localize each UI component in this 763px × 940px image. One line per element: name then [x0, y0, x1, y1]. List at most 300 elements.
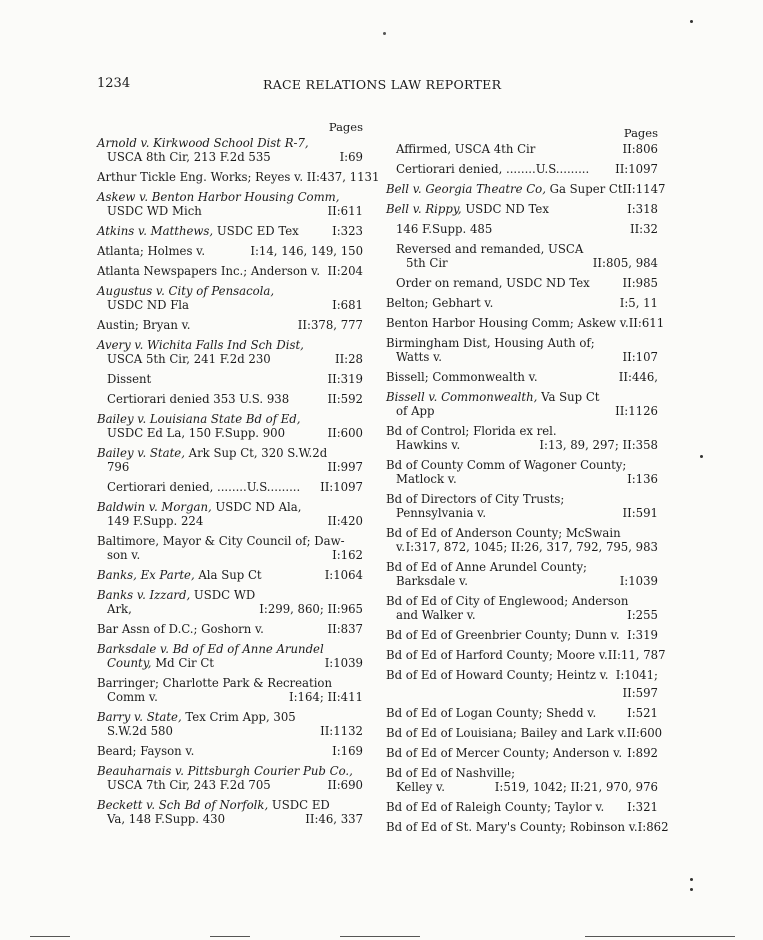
entry-line	[386, 458, 658, 472]
index-entry	[386, 202, 658, 216]
case-name: Beckett v. Sch Bd of Norfolk,	[97, 798, 269, 812]
index-entry	[97, 676, 363, 704]
entry-text: USCA 5th Cir, 241 F.2d 230	[107, 352, 271, 366]
page-ref: I:5, 11	[619, 296, 658, 310]
index-entry	[97, 136, 363, 164]
entry-text: USDC ND Tex	[461, 202, 549, 216]
entry-line	[97, 352, 363, 366]
index-entry	[97, 500, 363, 528]
entry-heading	[386, 390, 600, 404]
page-ref: I:862	[637, 820, 669, 834]
entry-line	[97, 426, 363, 440]
case-name: Atkins v. Matthews,	[97, 224, 214, 238]
index-entry	[386, 706, 658, 720]
page-ref: II:107	[622, 350, 658, 364]
page-ref: II:837	[327, 622, 363, 636]
entry-line	[386, 506, 658, 520]
index-entry	[386, 276, 658, 290]
running-head: RACE RELATIONS LAW REPORTER	[263, 77, 502, 92]
scan-dot	[700, 455, 703, 458]
entry-heading	[396, 276, 590, 290]
entry-line	[386, 706, 658, 720]
scan-dot	[690, 888, 693, 891]
entry-line	[386, 316, 665, 330]
entry-text: 5th Cir	[406, 256, 448, 270]
case-name: Banks v. Izzard,	[97, 588, 191, 602]
entry-text: Certiorari denied, ........U.S.........	[396, 162, 590, 176]
index-entry	[97, 710, 363, 738]
page-ref: I:1064	[324, 568, 363, 582]
case-name: Beauharnais v. Pittsburgh Courier Pub Co.,	[97, 764, 353, 778]
page-ref: II:985	[622, 276, 658, 290]
entry-continuation	[107, 460, 129, 474]
entry-heading	[97, 642, 324, 656]
entry-heading	[386, 202, 549, 216]
entry-continuation	[396, 472, 457, 486]
entry-line	[386, 336, 658, 350]
entry-heading	[97, 500, 301, 514]
entry-line	[97, 690, 363, 704]
entry-text: Dissent	[107, 372, 152, 386]
page-ref: II:597	[622, 686, 658, 700]
entry-heading	[386, 526, 621, 540]
entry-line	[97, 534, 363, 548]
entry-text: S.W.2d 580	[107, 724, 173, 738]
entry-line	[97, 244, 363, 258]
entry-text: Bd of Ed of Logan County; Shedd v.	[386, 706, 597, 720]
scan-rule	[340, 936, 420, 937]
entry-heading	[396, 222, 492, 236]
entry-line	[97, 764, 363, 778]
entry-continuation	[406, 256, 448, 270]
entry-line	[97, 724, 363, 738]
entry-heading	[386, 746, 622, 760]
page-ref: I:519, 1042; II:21, 970, 976	[494, 780, 658, 794]
entry-heading	[386, 594, 628, 608]
entry-heading	[386, 492, 564, 506]
page-ref: II:1097	[615, 162, 658, 176]
page-ref: I:255	[627, 608, 658, 622]
case-name: Banks, Ex Parte,	[97, 568, 195, 582]
entry-line	[396, 276, 658, 290]
scan-dot	[690, 878, 693, 881]
page-ref: I:13, 89, 297; II:358	[539, 438, 658, 452]
right-column	[386, 118, 669, 840]
entry-text: Pennsylvania v.	[396, 506, 487, 520]
entry-line	[386, 296, 658, 310]
index-entry	[386, 316, 665, 330]
page-ref: I:162	[332, 548, 363, 562]
entry-continuation	[107, 426, 285, 440]
entry-line	[386, 202, 658, 216]
entry-continuation	[396, 780, 445, 794]
entry-line	[97, 622, 363, 636]
page-ref: II:319	[327, 372, 363, 386]
entry-text: USCA 8th Cir, 213 F.2d 535	[107, 150, 271, 164]
index-entry	[386, 594, 658, 622]
entry-text: Bd of Ed of Harford County; Moore v.	[386, 648, 608, 662]
index-entry	[97, 622, 363, 636]
entry-text: Baltimore, Mayor & City Council of; Daw-	[97, 534, 345, 548]
entry-text: Md Cir Ct	[151, 656, 215, 670]
entry-text: Bd of Ed of Louisiana; Bailey and Lark v.	[386, 726, 627, 740]
entry-text: USDC ND Ala,	[211, 500, 302, 514]
entry-line	[386, 594, 658, 608]
entry-heading	[97, 588, 255, 602]
scan-rule	[210, 936, 250, 937]
page-ref: II:997	[327, 460, 363, 474]
entry-text: Affirmed, USCA 4th Cir	[396, 142, 536, 156]
entry-heading	[386, 336, 595, 350]
entry-text: Ala Sup Ct	[194, 568, 262, 582]
entry-text: Watts v.	[396, 350, 442, 364]
entry-heading	[97, 710, 296, 724]
entry-line	[97, 298, 363, 312]
entry-line	[97, 412, 363, 426]
case-name: Barry v. State,	[97, 710, 182, 724]
index-entry	[386, 370, 658, 384]
entry-heading	[97, 224, 299, 238]
entry-text: USDC WD Mich	[107, 204, 202, 218]
case-name: Bailey v. State,	[97, 446, 185, 460]
case-name: Barksdale v. Bd of Ed of Anne Arundel	[97, 642, 324, 656]
entry-line	[386, 492, 658, 506]
entry-heading	[97, 338, 304, 352]
entry-line	[396, 142, 658, 156]
entry-continuation	[107, 548, 140, 562]
page-ref: I:1039	[619, 574, 658, 588]
entry-text: Barringer; Charlotte Park & Recreation	[97, 676, 332, 690]
entry-text: Bd of Control; Florida ex rel.	[386, 424, 557, 438]
page-ref: II:600	[327, 426, 363, 440]
entry-line	[107, 480, 363, 494]
entry-heading	[386, 628, 620, 642]
page-ref: II:420	[327, 514, 363, 528]
entry-continuation	[107, 514, 203, 528]
entry-text: and Walker v.	[396, 608, 476, 622]
entry-continuation	[107, 602, 132, 616]
index-entry	[97, 338, 363, 366]
page-ref: II:446,	[618, 370, 658, 384]
entry-text: Bd of Ed of Raleigh County; Taylor v.	[386, 800, 605, 814]
page-ref: II:1126	[615, 404, 658, 418]
pages-header: Pages	[623, 126, 658, 140]
entry-text: Bar Assn of D.C.; Goshorn v.	[97, 622, 264, 636]
entry-continuation	[396, 608, 476, 622]
index-entry	[97, 392, 363, 406]
page-ref: II:805, 984	[592, 256, 658, 270]
index-entry	[97, 798, 363, 826]
index-entry	[97, 642, 363, 670]
page-ref: I:892	[627, 746, 658, 760]
entry-heading	[97, 446, 327, 460]
entry-text: Bd of Ed of St. Mary's County; Robinson v.	[386, 820, 638, 834]
entry-text: Barksdale v.	[396, 574, 468, 588]
entry-line	[386, 800, 658, 814]
index-entry	[97, 170, 380, 184]
entry-line	[97, 264, 363, 278]
entry-text: Ga Super Ct	[545, 182, 623, 196]
entry-heading	[97, 744, 194, 758]
entry-line	[386, 404, 658, 418]
entry-line	[97, 190, 363, 204]
index-entry	[97, 284, 363, 312]
page-ref: I:169	[332, 744, 363, 758]
entry-heading	[386, 560, 587, 574]
entry-line	[396, 222, 658, 236]
entry-line	[386, 438, 658, 452]
entry-line	[97, 500, 363, 514]
page-ref: I:299, 860; II:965	[259, 602, 363, 616]
entry-heading	[97, 318, 191, 332]
page-ref: II:1097	[320, 480, 363, 494]
index-entry	[386, 296, 658, 310]
page-ref: I:521	[627, 706, 658, 720]
entry-text: Bd of County Comm of Wagoner County;	[386, 458, 627, 472]
entry-line	[97, 812, 363, 826]
entry-line	[97, 514, 363, 528]
page-ref: II:11, 787	[607, 648, 666, 662]
entry-text: Va Sup Ct	[537, 390, 600, 404]
entry-heading	[97, 284, 274, 298]
entry-text: Birmingham Dist, Housing Auth of;	[386, 336, 595, 350]
index-entry	[386, 390, 658, 418]
entry-text: Belton; Gebhart v.	[386, 296, 494, 310]
page-ref: II:591	[622, 506, 658, 520]
entry-continuation	[107, 352, 271, 366]
entry-line	[386, 780, 658, 794]
scan-dot	[690, 20, 693, 23]
index-entry	[386, 648, 666, 662]
entry-heading	[386, 370, 538, 384]
page-ref: II:1132	[320, 724, 363, 738]
index-entry	[97, 224, 363, 238]
entry-heading	[97, 534, 345, 548]
entry-line	[107, 372, 363, 386]
entry-line	[386, 370, 658, 384]
entry-continuation	[107, 690, 158, 704]
entry-text: Hawkins v.	[396, 438, 461, 452]
entry-line	[386, 746, 658, 760]
page-ref: II:32	[629, 222, 658, 236]
case-name: Arnold v. Kirkwood School Dist R-7,	[97, 136, 309, 150]
index-entry	[386, 560, 658, 588]
page-ref: I:323	[332, 224, 363, 238]
page-ref: II:806	[622, 142, 658, 156]
entry-line	[386, 560, 658, 574]
entry-line	[97, 778, 363, 792]
page-ref: I:136	[627, 472, 658, 486]
index-entry	[386, 628, 658, 642]
entry-line	[396, 256, 658, 270]
entry-line	[97, 338, 363, 352]
entry-text: Ark,	[107, 602, 132, 616]
entry-heading	[386, 820, 638, 834]
entry-text: Bd of Ed of Mercer County; Anderson v.	[386, 746, 623, 760]
entry-line	[97, 170, 380, 184]
entry-line	[97, 284, 363, 298]
entry-line	[97, 318, 363, 332]
entry-heading	[97, 264, 320, 278]
entry-text: Matlock v.	[396, 472, 457, 486]
entry-line	[386, 726, 663, 740]
entry-line	[396, 162, 658, 176]
entry-text: son v.	[107, 548, 141, 562]
page-number: 1234	[97, 76, 131, 91]
entry-continuation	[107, 298, 189, 312]
entry-heading	[386, 458, 626, 472]
index-entry	[97, 412, 363, 440]
entry-heading	[107, 392, 289, 406]
index-entry	[386, 424, 658, 452]
entry-heading	[386, 706, 596, 720]
entry-text: v.	[396, 540, 405, 554]
page-ref: II:611	[628, 316, 665, 330]
entry-text: Tex Crim App, 305	[181, 710, 296, 724]
entry-text: Bd of Directors of City Trusts;	[386, 492, 565, 506]
entry-line	[386, 472, 658, 486]
index-entry	[386, 162, 658, 176]
page-ref: II:28	[334, 352, 363, 366]
entry-line	[396, 242, 658, 256]
entry-line	[97, 548, 363, 562]
page-ref: I:14, 146, 149, 150	[250, 244, 363, 258]
entry-heading	[97, 412, 300, 426]
entry-continuation	[107, 656, 214, 670]
index-entry	[386, 222, 658, 236]
index-entry	[386, 668, 658, 700]
page-ref: II:46, 337	[305, 812, 363, 826]
entry-text: Benton Harbor Housing Comm; Askew v.	[386, 316, 629, 330]
case-name: Avery v. Wichita Falls Ind Sch Dist,	[97, 338, 304, 352]
entry-continuation	[396, 540, 405, 554]
entry-text: Bd of Ed of City of Englewood; Anderson	[386, 594, 629, 608]
entry-text: Bd of Ed of Howard County; Heintz v.	[386, 668, 609, 682]
entry-line	[386, 648, 666, 662]
entry-heading	[97, 798, 330, 812]
entry-line	[97, 568, 363, 582]
entry-line	[97, 602, 363, 616]
entry-text: of App	[396, 404, 435, 418]
entry-text: County,	[107, 656, 152, 670]
index-entry	[97, 318, 363, 332]
index-entry	[386, 142, 658, 156]
entry-text: 796	[107, 460, 130, 474]
entry-line	[386, 350, 658, 364]
page-ref: II:690	[327, 778, 363, 792]
page-ref: I:681	[332, 298, 363, 312]
entry-text: 149 F.Supp. 224	[107, 514, 204, 528]
entry-heading	[386, 296, 493, 310]
scan-rule	[30, 936, 70, 937]
entry-heading	[386, 668, 609, 682]
entry-text: USCA 7th Cir, 243 F.2d 705	[107, 778, 271, 792]
entry-text: Atlanta; Holmes v.	[97, 244, 206, 258]
entry-line	[386, 820, 669, 834]
index-entry	[97, 190, 363, 218]
index-entry	[386, 726, 663, 740]
entry-line	[386, 668, 658, 682]
entry-text: Arthur Tickle Eng. Works; Reyes v. II:437, 1131	[97, 170, 380, 184]
entry-text: Bd of Ed of Nashville;	[386, 766, 516, 780]
case-name: Bissell v. Commonwealth,	[386, 390, 538, 404]
entry-line	[97, 224, 363, 238]
entry-line	[97, 460, 363, 474]
entry-heading	[107, 372, 151, 386]
page-ref: II:611	[327, 204, 363, 218]
entry-text: 146 F.Supp. 485	[396, 222, 493, 236]
entry-heading	[107, 480, 300, 494]
entry-line	[386, 424, 658, 438]
index-entry	[97, 480, 363, 494]
index-entry	[97, 588, 363, 616]
index-entry	[386, 492, 658, 520]
page-ref: II:204	[327, 264, 363, 278]
entry-line	[386, 574, 658, 588]
entry-text: USDC ED	[268, 798, 330, 812]
entry-text: Certiorari denied 353 U.S. 938	[107, 392, 290, 406]
page-ref: II:600	[626, 726, 663, 740]
entry-line	[97, 588, 363, 602]
entry-heading	[386, 316, 629, 330]
entry-text: Certiorari denied, ........U.S.........	[107, 480, 301, 494]
entry-text: Bd of Ed of Greenbrier County; Dunn v.	[386, 628, 620, 642]
entry-text: Atlanta Newspapers Inc.; Anderson v.	[97, 264, 321, 278]
index-entry	[97, 372, 363, 386]
entry-continuation	[396, 438, 460, 452]
entry-heading	[396, 162, 589, 176]
entry-line	[107, 392, 363, 406]
page-ref: I:1039	[324, 656, 363, 670]
entry-heading	[386, 800, 604, 814]
entry-heading	[97, 622, 264, 636]
case-name: Augustus v. City of Pensacola,	[97, 284, 275, 298]
entry-heading	[97, 676, 332, 690]
index-entry	[386, 746, 658, 760]
entry-text: Austin; Bryan v.	[97, 318, 191, 332]
index-entry	[97, 568, 363, 582]
entry-heading	[97, 190, 339, 204]
entry-continuation	[107, 778, 271, 792]
entry-line	[97, 136, 363, 150]
entry-continuation	[107, 724, 173, 738]
entry-line	[97, 798, 363, 812]
entry-continuation	[107, 812, 225, 826]
entry-text: USDC WD	[190, 588, 256, 602]
entry-text: USDC Ed La, 150 F.Supp. 900	[107, 426, 286, 440]
page-ref: II:1147	[622, 182, 666, 196]
index-entry	[97, 264, 363, 278]
entry-heading	[396, 242, 583, 256]
entry-continuation	[396, 506, 486, 520]
index-entry	[386, 242, 658, 270]
entry-heading	[97, 136, 309, 150]
entry-text: USDC ND Fla	[107, 298, 190, 312]
entry-continuation	[396, 404, 434, 418]
entry-heading	[386, 726, 627, 740]
entry-text: Ark Sup Ct, 320 S.W.2d	[184, 446, 328, 460]
entry-line	[97, 656, 363, 670]
case-name: Bell v. Rippy,	[386, 202, 462, 216]
page-ref: I:1041;	[615, 668, 658, 682]
entry-text: Va, 148 F.Supp. 430	[107, 812, 226, 826]
page-ref: I:317, 872, 1045; II:26, 317, 792, 795, 983	[405, 540, 658, 554]
entry-line	[386, 182, 666, 196]
index-entry	[97, 744, 363, 758]
page-ref: I:319	[627, 628, 658, 642]
entry-line	[97, 150, 363, 164]
entry-line	[386, 686, 658, 700]
